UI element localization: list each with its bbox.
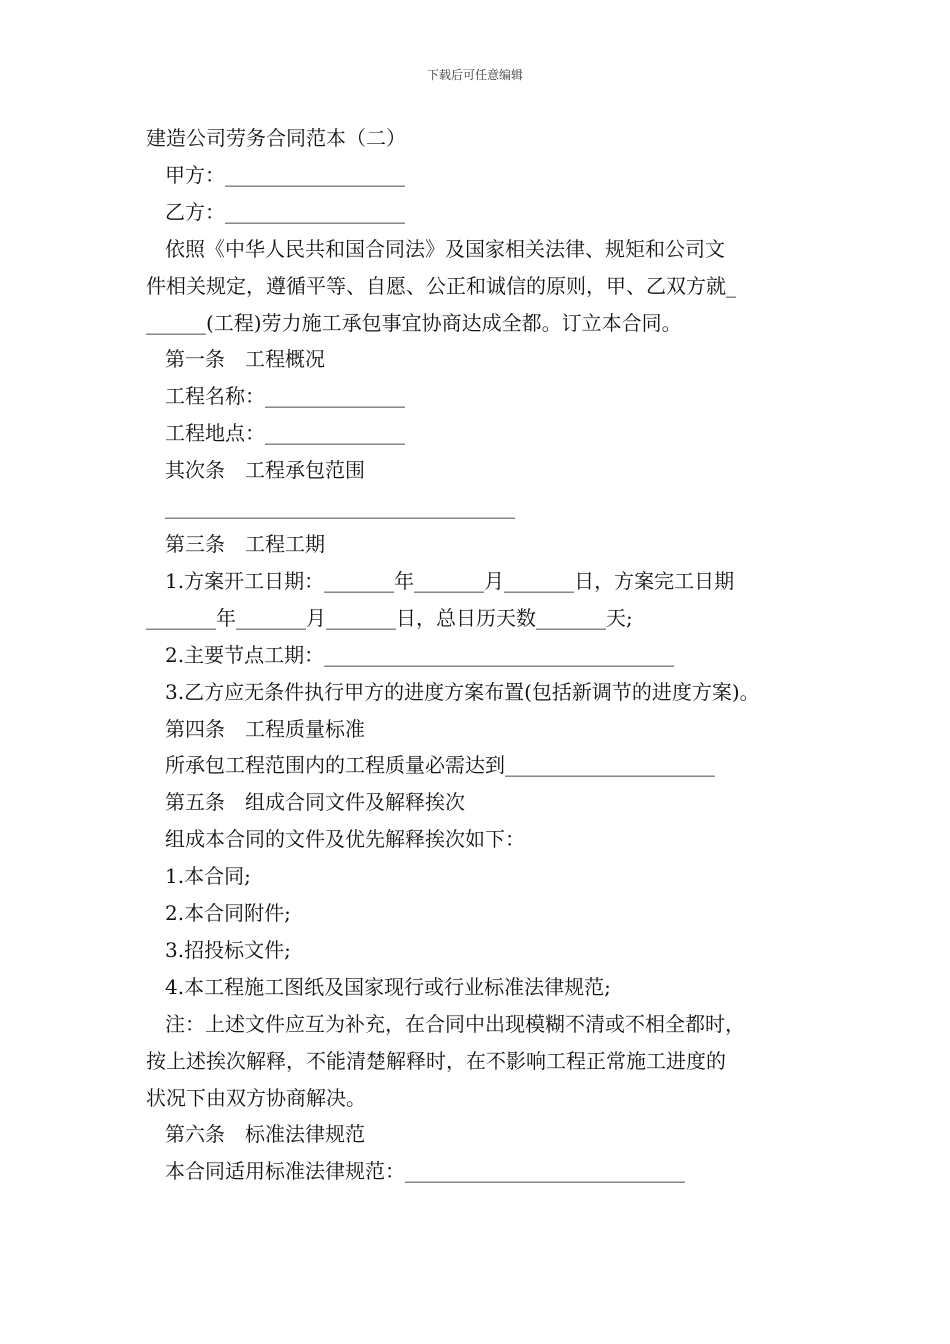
document-item-2: 2.本合同附件; [165, 901, 291, 926]
party-b-line: 乙方：__________________ [165, 199, 405, 224]
article-2-heading: 其次条 工程承包范围 [165, 458, 365, 483]
document-item-1: 1.本合同; [165, 864, 251, 889]
project-name-line: 工程名称：______________ [165, 384, 405, 409]
scope-blank-line: ___________________________________ [165, 495, 515, 520]
page-header: 下载后可任意编辑 [426, 68, 523, 82]
project-location-line: 工程地点：______________ [165, 421, 405, 446]
document-body [146, 120, 826, 1190]
schedule-item-2: 2.主要节点工期：___________________________________ [165, 642, 675, 667]
documents-intro: 组成本合同的文件及优先解释挨次如下： [165, 827, 525, 852]
applicable-standards-line: 本合同适用标准法律规范：____________________________ [165, 1159, 685, 1184]
article-6-heading: 第六条 标准法律规范 [165, 1122, 365, 1147]
schedule-item-3: 3.乙方应无条件执行甲方的进度方案布置(包括新调节的进度方案)。 [165, 679, 760, 704]
preamble-line-3: ______(工程)劳力施工承包事宜协商达成全都。订立本合同。 [146, 310, 682, 335]
article-1-heading: 第一条 工程概况 [165, 347, 325, 372]
schedule-item-1-line-2: _______年_______月_______日，总日历天数_______天; [146, 605, 633, 630]
document-item-3: 3.招投标文件; [165, 937, 291, 962]
article-3-heading: 第三条 工程工期 [165, 531, 325, 556]
document-item-4: 4.本工程施工图纸及国家现行或行业标准法律规范; [165, 974, 611, 999]
document-title: 建造公司劳务合同范本（二） [146, 126, 406, 150]
party-a-line: 甲方：__________________ [165, 162, 405, 187]
note-line-1: 注：上述文件应互为补充，在合同中出现模糊不清或不相全都时， [165, 1011, 745, 1036]
quality-standard-line: 所承包工程范围内的工程质量必需达到_____________________ [165, 753, 715, 778]
schedule-item-1-line-1: 1.方案开工日期：_______年_______月_______日，方案完工日期 [165, 568, 735, 593]
preamble-line-1: 依照《中华人民共和国合同法》及国家相关法律、规矩和公司文 [165, 236, 725, 261]
article-5-heading: 第五条 组成合同文件及解释挨次 [165, 790, 465, 815]
preamble-line-2: 件相关规定，遵循平等、自愿、公正和诚信的原则，甲、乙双方就_ [146, 273, 736, 298]
note-line-2: 按上述挨次解释，不能清楚解释时，在不影响工程正常施工进度的 [146, 1048, 726, 1073]
note-line-3: 状况下由双方协商解决。 [146, 1085, 366, 1110]
article-4-heading: 第四条 工程质量标准 [165, 716, 365, 741]
